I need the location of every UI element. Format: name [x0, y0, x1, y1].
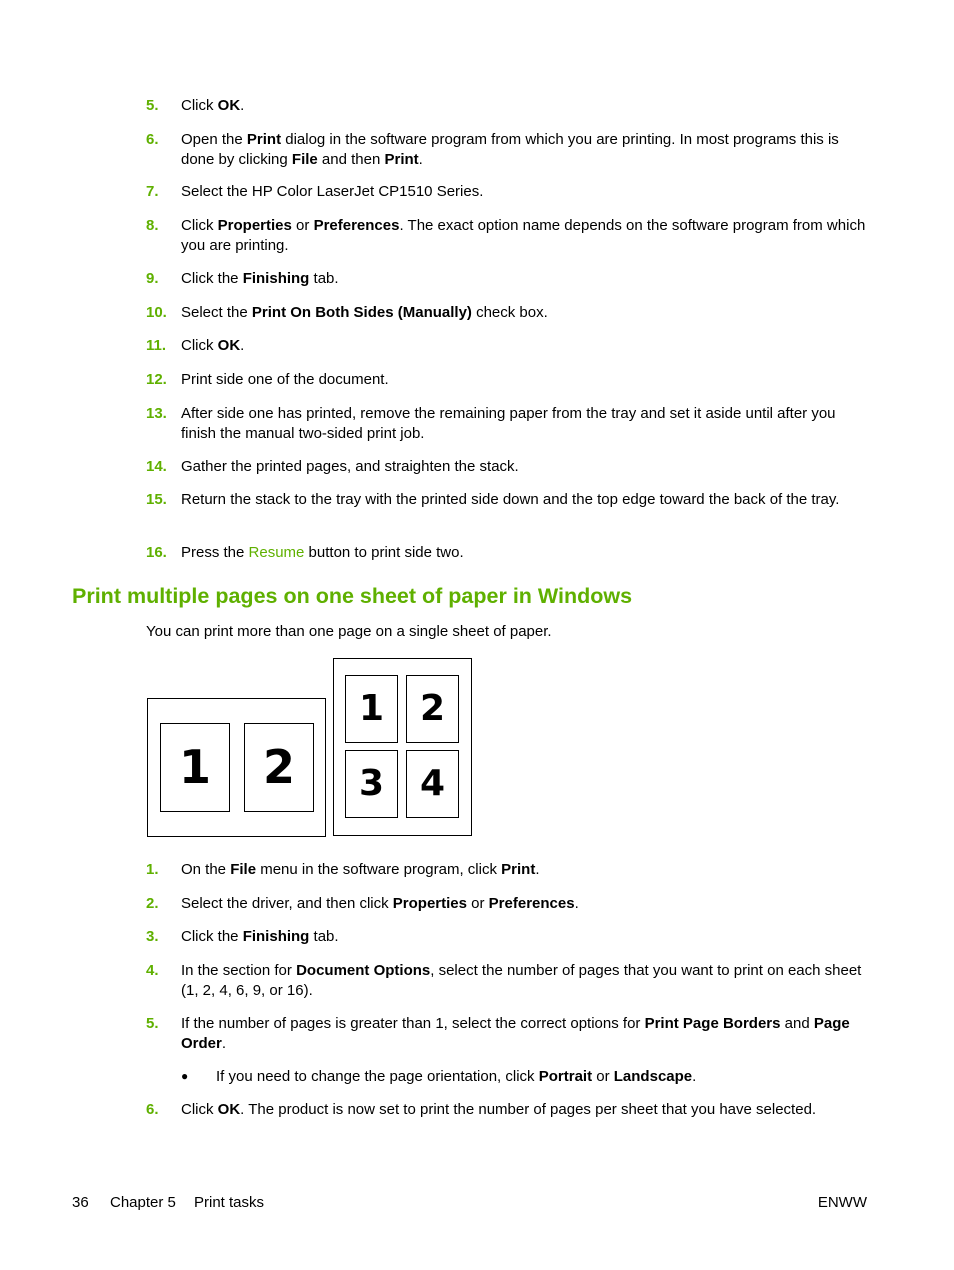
- step-number: 7.: [146, 183, 159, 200]
- four-up-page-3: 3: [345, 750, 398, 818]
- step-text: Press the Resume button to print side two.: [181, 544, 464, 561]
- ui-term: Print: [501, 861, 536, 878]
- ui-term: Print: [246, 131, 282, 148]
- ui-term: Finishing: [242, 270, 310, 287]
- ui-term: Properties: [392, 895, 467, 912]
- step-number: 4.: [146, 962, 159, 979]
- ui-label-reference: Resume: [248, 544, 305, 561]
- ui-term: OK: [217, 97, 241, 114]
- four-up-page-2: 2: [406, 675, 459, 743]
- step-text: Click the Finishing tab.: [181, 270, 339, 287]
- ui-term: File: [230, 861, 257, 878]
- step-text: Return the stack to the tray with the printed side down and the top edge toward the back of the tray.: [181, 491, 840, 508]
- step-number: 9.: [146, 270, 159, 287]
- ui-term: OK: [217, 337, 241, 354]
- step-number: 10.: [146, 304, 167, 321]
- four-up-sheet-illustration: [333, 658, 472, 836]
- step-text: Click OK.: [181, 337, 245, 354]
- step-number: 5.: [146, 97, 159, 114]
- step-number: 14.: [146, 458, 167, 475]
- step-number: 12.: [146, 371, 167, 388]
- ui-term: Properties: [217, 217, 292, 234]
- ui-term: Print Page Borders: [644, 1015, 781, 1032]
- bullet-glyph: ●: [181, 1069, 189, 1083]
- step-number: 3.: [146, 928, 159, 945]
- step-text: Click Properties or Preferences. The exact option name depends on the software program from which you are printing.: [181, 217, 866, 254]
- two-up-sheet-illustration: [147, 698, 326, 837]
- step-number: 16.: [146, 544, 167, 561]
- four-up-page-4: 4: [406, 750, 459, 818]
- step-text: Select the Print On Both Sides (Manually) check box.: [181, 304, 548, 321]
- footer-chapter: Chapter 5: [110, 1194, 176, 1211]
- step-number: 15.: [146, 491, 167, 508]
- step-text: Select the HP Color LaserJet CP1510 Series.: [181, 183, 484, 200]
- footer-page-number: 36: [72, 1194, 89, 1211]
- step-text: On the File menu in the software program, click Print.: [181, 861, 540, 878]
- step-text: Open the Print dialog in the software program from which you are printing. In most programs this is done by clicking File and then Print.: [181, 131, 839, 168]
- ui-term: Finishing: [242, 928, 310, 945]
- step-text: Print side one of the document.: [181, 371, 389, 388]
- step-text: In the section for Document Options, select the number of pages that you want to print on each sheet (1, 2, 4, 6, 9, or 16).: [181, 962, 862, 999]
- step-number: 1.: [146, 861, 159, 878]
- footer-chapter-title: Print tasks: [194, 1194, 265, 1211]
- step-number: 5.: [146, 1015, 159, 1032]
- ui-term: OK: [217, 1101, 241, 1118]
- two-up-page-2: 2: [244, 723, 314, 812]
- step-text: If the number of pages is greater than 1, select the correct options for Print Page Borders and Page Order.: [181, 1015, 850, 1052]
- step-number: 6.: [146, 1101, 159, 1118]
- two-up-page-1: 1: [160, 723, 230, 812]
- step-text: Click OK. The product is now set to print the number of pages per sheet that you have selected.: [181, 1101, 817, 1118]
- step-text: Click OK.: [181, 97, 245, 114]
- ui-term: Landscape: [613, 1068, 693, 1085]
- ui-term: Preferences: [488, 895, 575, 912]
- ui-term: File: [291, 150, 318, 168]
- step-number: 2.: [146, 895, 159, 912]
- ui-term: Portrait: [538, 1068, 593, 1085]
- step-number: 6.: [146, 131, 159, 148]
- four-up-page-1: 1: [345, 675, 398, 743]
- step-number: 8.: [146, 217, 159, 234]
- ui-term: Document Options: [296, 962, 431, 979]
- step-number: 13.: [146, 405, 167, 422]
- step-text: Gather the printed pages, and straighten the stack.: [181, 458, 519, 475]
- footer-right-label: ENWW: [817, 1194, 867, 1211]
- step-text: After side one has printed, remove the remaining paper from the tray and set it aside until after you finish the manual two-sided print job.: [181, 405, 836, 442]
- ui-term: Print: [384, 150, 419, 168]
- section-heading: Print multiple pages on one sheet of paper in Windows: [72, 584, 633, 608]
- step-text: Select the driver, and then click Properties or Preferences.: [181, 895, 579, 912]
- step-number: 11.: [146, 337, 167, 354]
- bullet-text: If you need to change the page orientation, click Portrait or Landscape.: [216, 1068, 697, 1085]
- ui-term: Page Order: [181, 1015, 850, 1052]
- ui-term: Print On Both Sides (Manually): [251, 304, 472, 321]
- ui-term: Preferences: [313, 217, 400, 234]
- step-text: Click the Finishing tab.: [181, 928, 339, 945]
- intro-paragraph: You can print more than one page on a single sheet of paper.: [146, 623, 552, 640]
